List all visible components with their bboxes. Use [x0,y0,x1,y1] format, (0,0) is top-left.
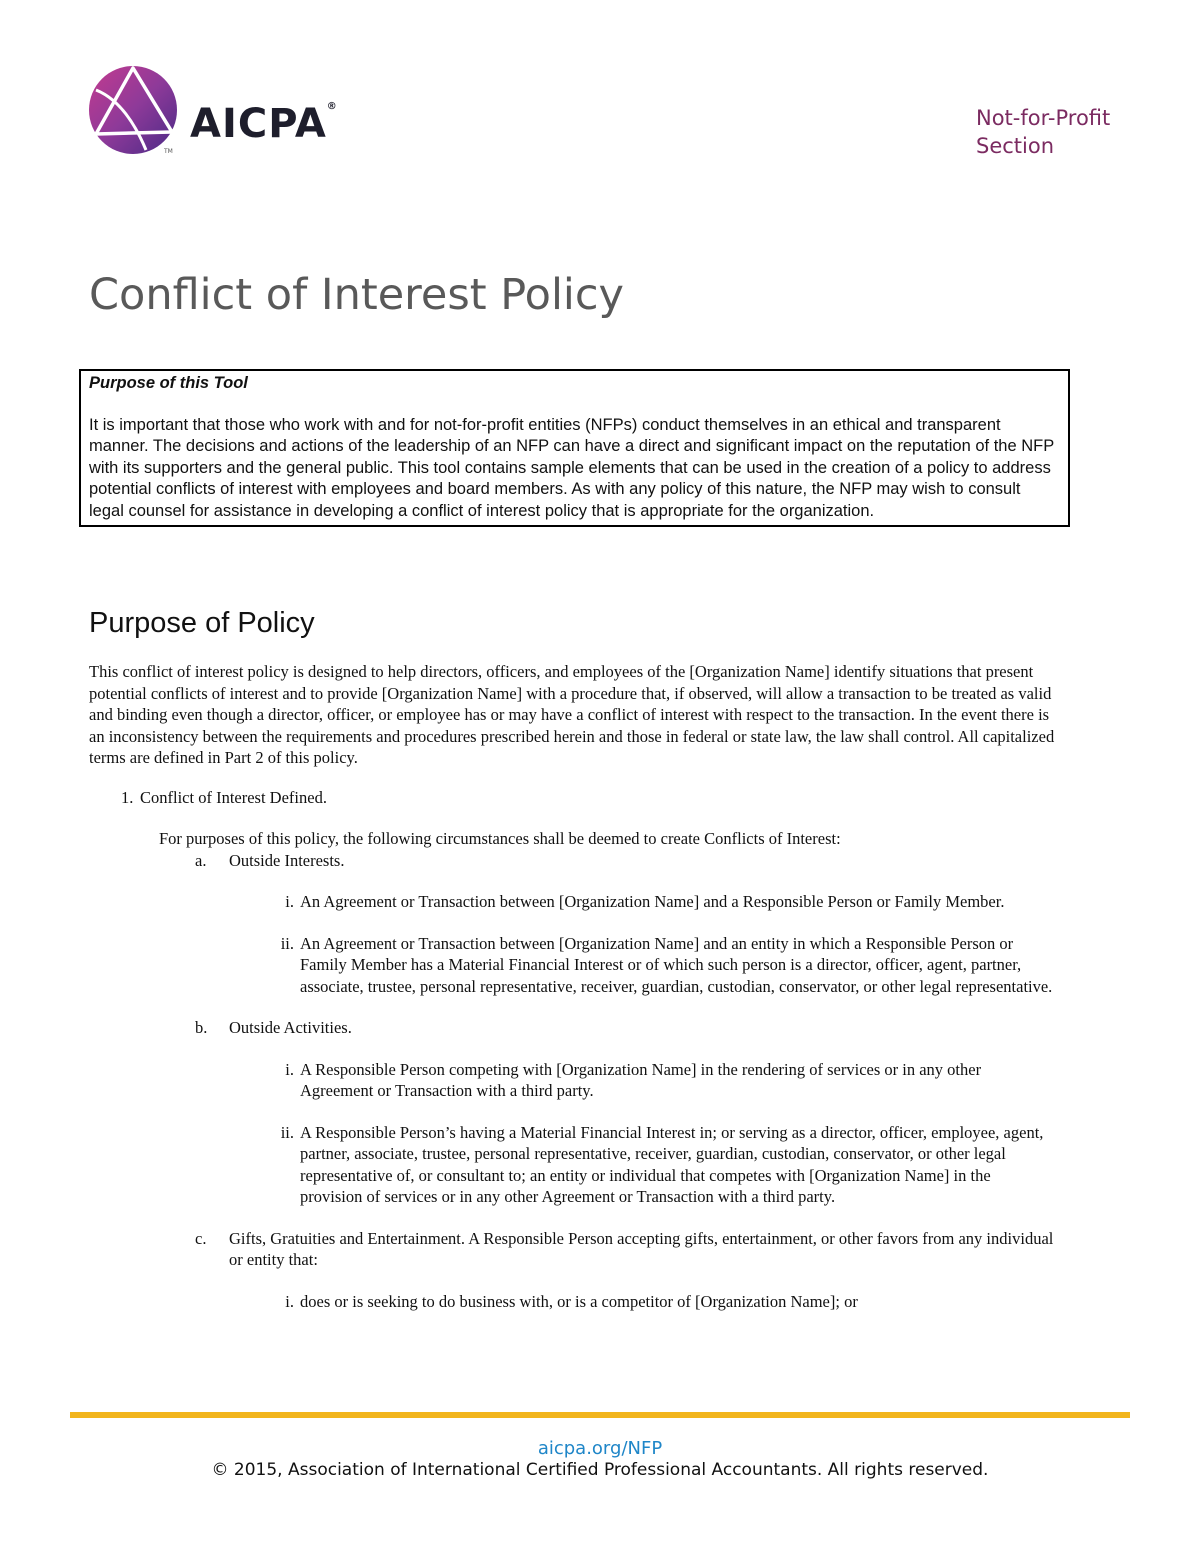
section-1-title: Conflict of Interest Defined. [140,787,327,807]
list-item-a-i-number: i. [285,892,294,911]
purpose-of-tool-box [79,369,1070,527]
aicpa-logo-mark-icon [86,62,186,162]
list-item-c-number: c. [195,1228,207,1248]
footer-link-text[interactable]: aicpa.org/NFP [537,1438,663,1459]
tool-box-heading: Purpose of this Tool [89,374,248,392]
list-item-b-number: b. [195,1018,208,1037]
aicpa-logo-text: AICPA® [190,101,338,147]
list-item-b-ii-text: A Responsible Person’s having a Material Financial Interest in; or serving as a director, officer, employee, agent, partner, associate, trustee, personal representative, receiver, guardian, custodian, conservator, or other legal representative of, or consultant to; an entity or individual that competes with [Organization Name] in the provision of services or in any other Agreement or Transaction with a third party. [300,1122,1044,1206]
section-1-lead-paragraph: For purposes of this policy, the following circumstances shall be deemed to create Conflicts of Interest: [159,829,841,848]
list-item-b [89,1017,1055,1039]
footer-divider [70,1412,1130,1418]
list-item-c-text: Gifts, Gratuities and Entertainment. A Responsible Person accepting gifts, entertainment, or other favors from any individual or entity that: [229,1228,1054,1269]
section-1-item [89,787,1055,809]
list-item-b-i [89,1059,1055,1102]
list-item-a-ii-text: An Agreement or Transaction between [Organization Name] and an entity in which a Responsible Person or Family Member has a Material Financial Interest or of which such person is a director, officer, agent, partner, associate, trustee, personal representative, receiver, guardian, custodian, conservator, or other legal representative. [300,933,1053,996]
list-item-c [89,1228,1055,1271]
list-item-b-i-number: i. [285,1059,294,1079]
section-label-line2: Section [976,134,1055,158]
section-1-number: 1. [121,787,134,807]
list-item-a-i [89,891,1055,913]
list-item-b-i-text: A Responsible Person competing with [Organization Name] in the rendering of services or in any other Agreement or Transaction with a third party. [300,1059,982,1100]
policy-intro-paragraph: This conflict of interest policy is designed to help directors, officers, and employees of the [Organization Name] identify situations that present potential conflicts of interest and to provide [Organization Name] with a procedure that, if observed, will allow a transaction to be treated as valid and binding even though a director, officer, or employee has or may have a conflict of interest with respect to the transaction. In the event there is an inconsistency between the requirements and procedures prescribed herein and those in federal or state law, the law shall control. All capitalized terms are defined in Part 2 of this policy. [89,662,1055,767]
list-item-b-text: Outside Activities. [229,1018,352,1037]
list-item-b-ii-number: ii. [280,1122,294,1142]
footer-copyright: © 2015, Association of International Certified Professional Accountants. All rights reserved. [211,1460,989,1480]
section-label [976,104,1176,160]
section-label-line1: Not-for-Profit [976,106,1111,130]
list-item-c-i-number: i. [285,1291,294,1311]
list-item-a-text: Outside Interests. [229,850,345,870]
list-item-c-i-text: does or is seeking to do business with, or is a competitor of [Organization Name]; or [300,1291,858,1311]
list-item-b-ii [89,1122,1055,1208]
logo-tm-mark: TM [164,148,173,155]
list-item-a-ii-number: ii. [280,933,294,953]
page-title: Conflict of Interest Policy [89,270,624,320]
list-item-a-number: a. [195,850,207,870]
list-item-a [89,850,1055,872]
purpose-of-policy-heading: Purpose of Policy [89,607,315,639]
list-item-c-i [89,1291,1055,1313]
tool-box-text: It is important that those who work with and for not-for-profit entities (NFPs) conduct themselves in an ethical and transparent manner. The decisions and actions of the leadership of an NFP can have a direct and significant impact on the reputation of the NFP with its supporters and the general public. This tool contains sample elements that can be used in the creation of a policy to address potential conflicts of interest with employees and board members. As with any policy of this nature, the NFP may wish to consult legal counsel for assistance in developing a conflict of interest policy that is appropriate for the organization. [89,415,1054,520]
policy-body [89,661,1055,1332]
list-item-a-i-text: An Agreement or Transaction between [Organization Name] and a Responsible Person or Family Member. [300,892,1005,911]
list-item-a-ii [89,933,1055,998]
aicpa-logo [86,62,336,162]
